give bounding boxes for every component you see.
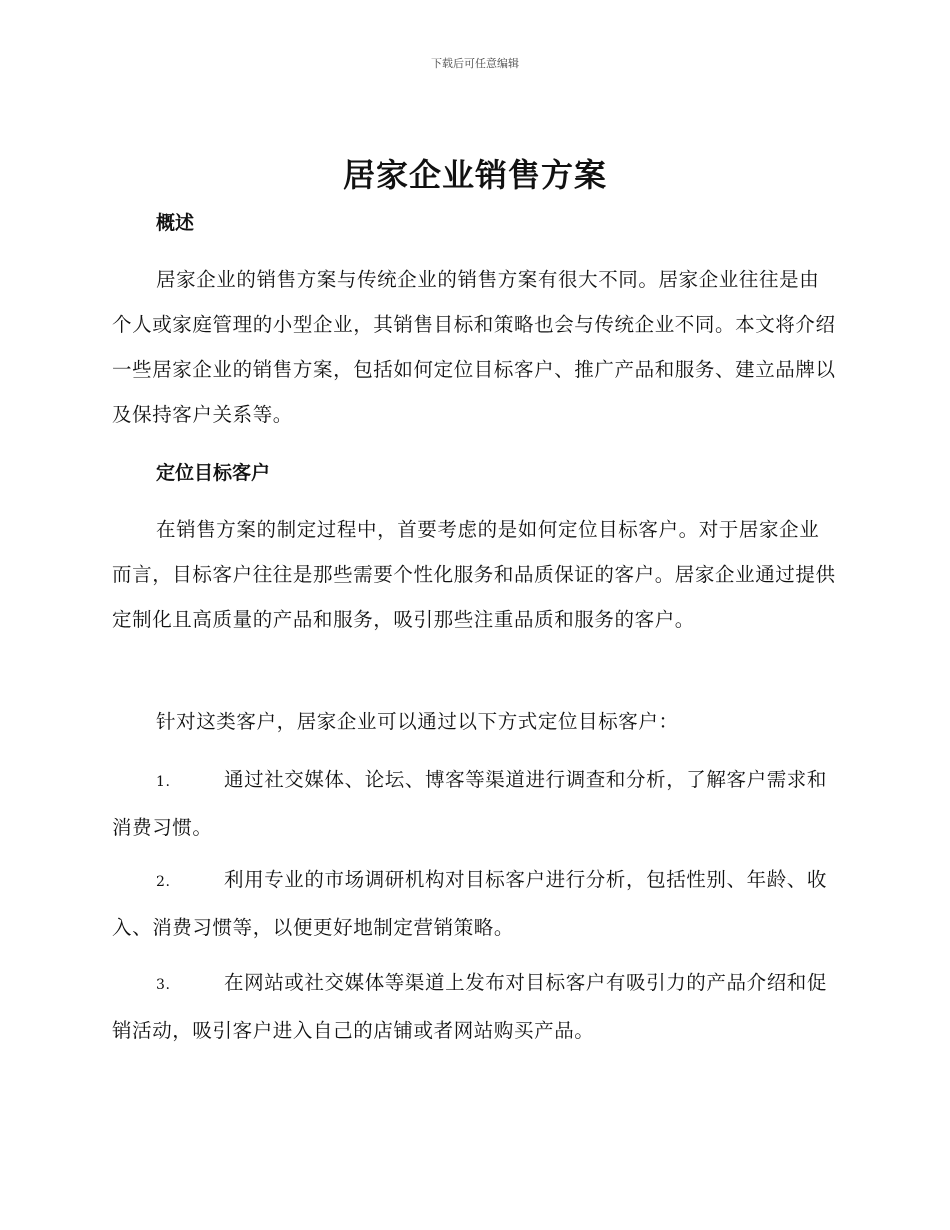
list-number: 3. [156, 977, 171, 993]
list-item [112, 960, 838, 1054]
list-item [112, 857, 838, 951]
list-number: 2. [156, 874, 171, 890]
list-text: 通过社交媒体、论坛、博客等渠道进行调查和分析，了解客户需求和消费习惯。 [112, 768, 828, 839]
targeting-paragraph-2: 针对这类客户，居家企业可以通过以下方式定位目标客户： [156, 710, 679, 733]
header-note: 下载后可任意编辑 [431, 57, 519, 70]
list-number: 1. [156, 774, 171, 790]
list-text: 在网站或社交媒体等渠道上发布对目标客户有吸引力的产品介绍和促销活动，吸引客户进入自己的店铺或者网站购买产品。 [112, 971, 828, 1042]
targeting-paragraph-1: 在销售方案的制定过程中，首要考虑的是如何定位目标客户。对于居家企业而言，目标客户往往是那些需要个性化服务和品质保证的客户。居家企业通过提供定制化且高质量的产品和服务，吸引那些注重品质和服务的客户。 [112, 518, 836, 631]
list-text: 利用专业的市场调研机构对目标客户进行分析，包括性别、年龄、收入、消费习惯等，以便更好地制定营销策略。 [112, 868, 828, 939]
document-title: 居家企业销售方案 [342, 156, 607, 194]
section-heading-overview: 概述 [156, 212, 195, 234]
list-item [112, 757, 838, 851]
section-heading-targeting: 定位目标客户 [156, 462, 271, 484]
overview-paragraph: 居家企业的销售方案与传统企业的销售方案有很大不同。居家企业往往是由个人或家庭管理的小型企业，其销售目标和策略也会与传统企业不同。本文将介绍一些居家企业的销售方案，包括如何定位目标客户、推广产品和服务、建立品牌以及保持客户关系等。 [112, 268, 836, 426]
